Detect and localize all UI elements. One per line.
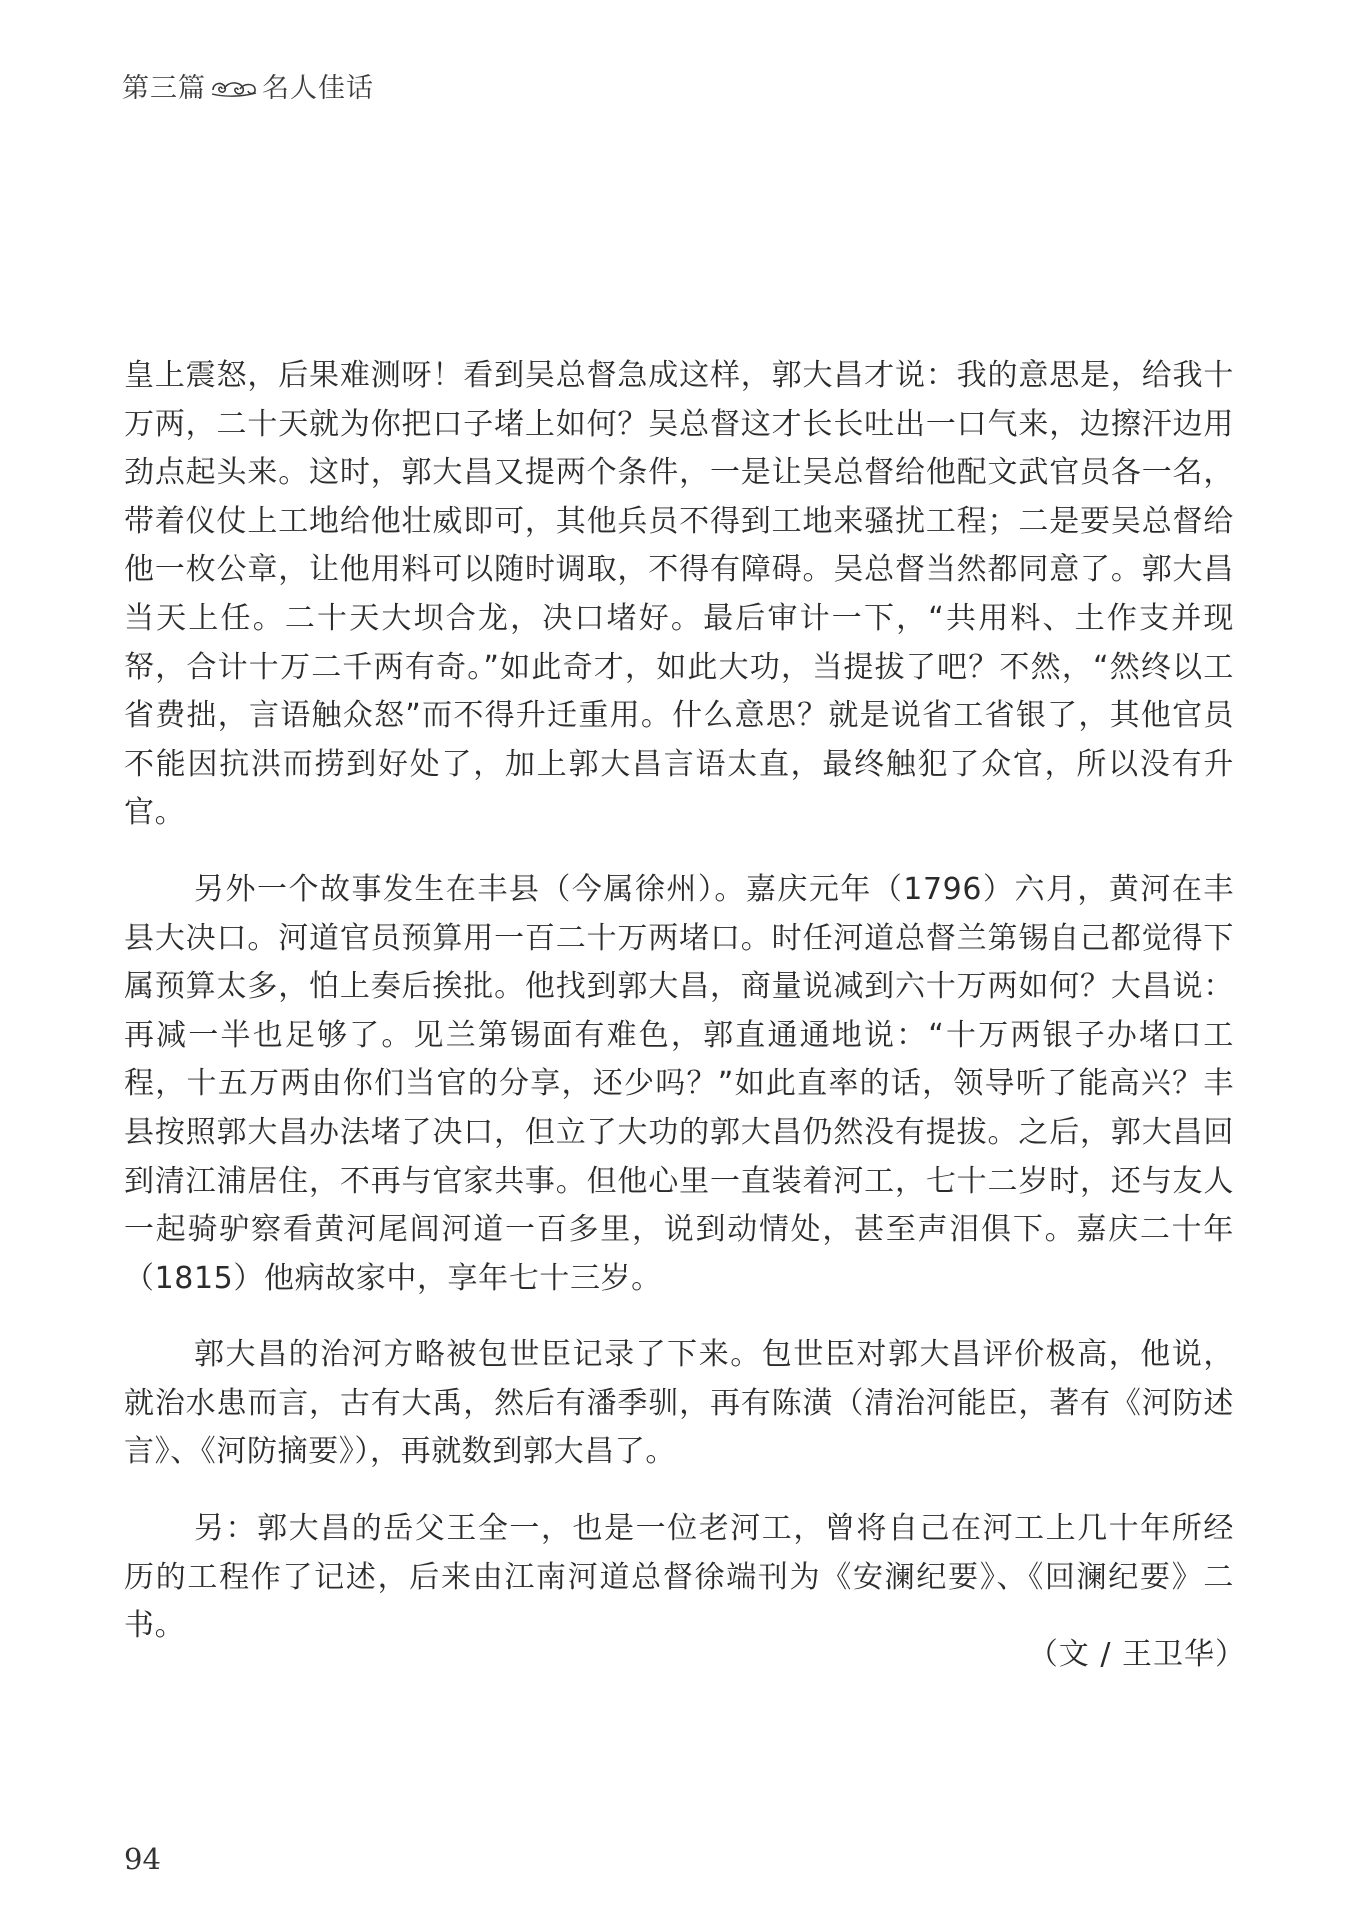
paragraph-4: 另：郭大昌的岳父王全一，也是一位老河工，曾将自己在河工上几十年所经历的工程作了记述，后来由江南河道总督徐端刊为《安澜纪要》、《回澜纪要》二书。 [124, 1511, 1234, 1644]
part-label: 第三篇 [122, 73, 206, 104]
author-signature: （文 / 王卫华） [1027, 1637, 1246, 1672]
running-header [122, 66, 374, 105]
paragraph-3: 郭大昌的治河方略被包世臣记录了下来。包世臣对郭大昌评价极高，他说，就治水患而言，古有大禹，然后有潘季驯，再有陈潢（清治河能臣，著有《河防述言》、《河防摘要》），再就数到郭大昌了。 [124, 1337, 1234, 1470]
page-number: 94 [124, 1842, 161, 1876]
section-title: 名人佳话 [262, 73, 374, 104]
cloud-scroll-ornament-icon [210, 75, 258, 97]
paragraph-1: 皇上震怒，后果难测呀！看到吴总督急成这样，郭大昌才说：我的意思是，给我十万两，二十天就为你把口子堵上如何？吴总督这才长长吐出一口气来，边擦汗边用劲点起头来。这时，郭大昌又提两个条件，一是让吴总督给他配文武官员各一名，带着仪仗上工地给他壮威即可，其他兵员不得到工地来骚扰工程；二是要吴总督给他一枚公章，让他用料可以随时调取，不得有障碍。吴总督当然都同意了。郭大昌当天上任。二十天大坝合龙，决口堵好。最后审计一下，“共用料、土作支并现帑，合计十万二千两有奇。”如此奇才，如此大功，当提拔了吧？不然，“然终以工省费拙，言语触众怒”而不得升迁重用。什么意思？就是说省工省银了，其他官员不能因抗洪而捞到好处了，加上郭大昌言语太直，最终触犯了众官，所以没有升官。 [124, 358, 1234, 831]
article-body [124, 352, 1234, 1651]
paragraph-2: 另外一个故事发生在丰县（今属徐州）。嘉庆元年（1796）六月，黄河在丰县大决口。河道官员预算用一百二十万两堵口。时任河道总督兰第锡自己都觉得下属预算太多，怕上奏后挨批。他找到郭大昌，商量说减到六十万两如何？大昌说：再减一半也足够了。见兰第锡面有难色，郭直通通地说：“十万两银子办堵口工程，十五万两由你们当官的分享，还少吗？”如此直率的话，领导听了能高兴？丰县按照郭大昌办法堵了决口，但立了大功的郭大昌仍然没有提拔。之后，郭大昌回到清江浦居住，不再与官家共事。但他心里一直装着河工，七十二岁时，还与友人一起骑驴察看黄河尾闾河道一百多里，说到动情处，甚至声泪俱下。嘉庆二十年（1815）他病故家中，享年七十三岁。 [124, 871, 1234, 1296]
